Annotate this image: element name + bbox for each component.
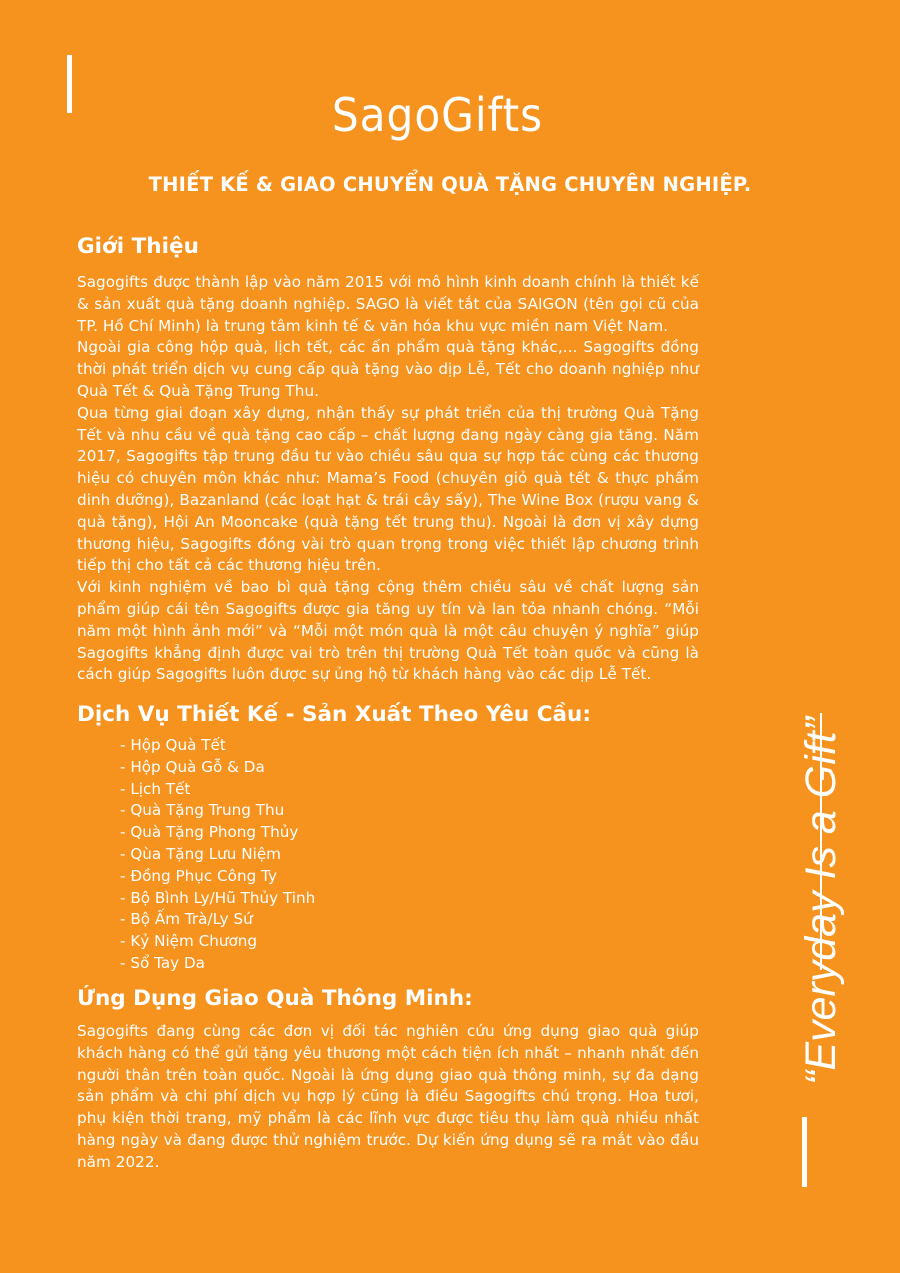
app-body [77, 1021, 699, 1174]
brand-logo: SagoGifts [331, 88, 544, 142]
list-item: - Sổ Tay Da [120, 953, 315, 975]
app-paragraph: Sagogifts đang cùng các đơn vị đối tác nghiên cứu ứng dụng giao quà giúp khách hàng có thể gửi tặng yêu thương một cách tiện ích nhất – nhanh nhất đến người thân trên toàn quốc. Ngoài là ứng dụng giao quà thông minh, sự đa dạng sản phẩm và chi phí dịch vụ hợp lý cũng là điều Sagogifts chú trọng. Hoa tươi, phụ kiện thời trang, mỹ phẩm là các lĩnh vực được tiêu thụ làm quà nhiều nhất hàng ngày và đang được thử nghiệm trước. Dự kiến ứng dụng sẽ ra mắt vào đầu năm 2022. [77, 1022, 699, 1171]
list-item: - Qùa Tặng Lưu Niệm [120, 844, 315, 866]
app-title: Ứng Dụng Giao Quà Thông Minh: [77, 986, 473, 1011]
list-item: - Hộp Quà Gỗ & Da [120, 757, 315, 779]
intro-paragraph: Ngoài gia công hộp quà, lịch tết, các ấn phẩm quà tặng khác,... Sagogifts đồng thời phát triển dịch vụ cung cấp quà tặng vào dịp Lễ, Tết cho doanh nghiệp như Quà Tết & Quà Tặng Trung Thu. [77, 338, 699, 400]
bottom-accent-bar [802, 1117, 807, 1187]
services-list [120, 735, 315, 975]
list-item: - Kỷ Niệm Chương [120, 931, 315, 953]
list-item: - Bộ Bình Ly/Hũ Thủy Tinh [120, 888, 315, 910]
list-item: - Quà Tặng Phong Thủy [120, 822, 315, 844]
list-item: - Lịch Tết [120, 779, 315, 801]
services-title: Dịch Vụ Thiết Kế - Sản Xuất Theo Yêu Cầu: [77, 702, 591, 727]
list-item: - Bộ Ấm Trà/Ly Sứ [120, 909, 315, 931]
tagline: THIẾT KẾ & GIAO CHUYỂN QUÀ TẶNG CHUYÊN NGHIỆP. [148, 173, 752, 196]
intro-paragraph: Với kinh nghiệm về bao bì quà tặng cộng thêm chiều sâu về chất lượng sản phẩm giúp cái tên Sagogifts được gia tăng uy tín và lan tỏa nhanh chóng. “Mỗi năm một hình ảnh mới” và “Mỗi một món quà là một câu chuyện ý nghĩa” giúp Sagogifts khẳng định được vai trò trên thị trường Quà Tết toàn quốc và cũng là cách giúp Sagogifts luôn được sự ủng hộ từ khách hàng vào các dịp Lễ Tết. [77, 578, 699, 684]
slogan: “Everyday Is a Gift” [797, 717, 845, 1085]
intro-title: Giới Thiệu [77, 234, 199, 259]
list-item: - Hộp Quà Tết [120, 735, 315, 757]
list-item: - Quà Tặng Trung Thu [120, 800, 315, 822]
intro-paragraph: Sagogifts được thành lập vào năm 2015 với mô hình kinh doanh chính là thiết kế & sản xuất quà tặng doanh nghiệp. SAGO là viết tắt của SAIGON (tên gọi cũ của TP. Hồ Chí Minh) là trung tâm kinh tế & văn hóa khu vực miền nam Việt Nam. [77, 273, 699, 335]
intro-body [77, 272, 699, 686]
list-item: - Đồng Phục Công Ty [120, 866, 315, 888]
intro-paragraph: Qua từng giai đoạn xây dựng, nhận thấy sự phát triển của thị trường Quà Tặng Tết và nhu cầu về quà tặng cao cấp – chất lượng đang ngày càng gia tăng. Năm 2017, Sagogifts tập trung đầu tư vào chiều sâu qua sự hợp tác cùng các thương hiệu có chuyên môn khác như: Mama’s Food (chuyên giỏ quà tết & thực phẩm dinh dưỡng), Bazanland (các loạt hạt & trái cây sấy), The Wine Box (rượu vang & quà tặng), Hội An Mooncake (quà tặng tết trung thu). Ngoài là đơn vị xây dựng thương hiệu, Sagogifts đóng vài trò quan trọng trong việc thiết lập chương trình tiếp thị cho tất cả các thương hiệu trên. [77, 403, 699, 575]
